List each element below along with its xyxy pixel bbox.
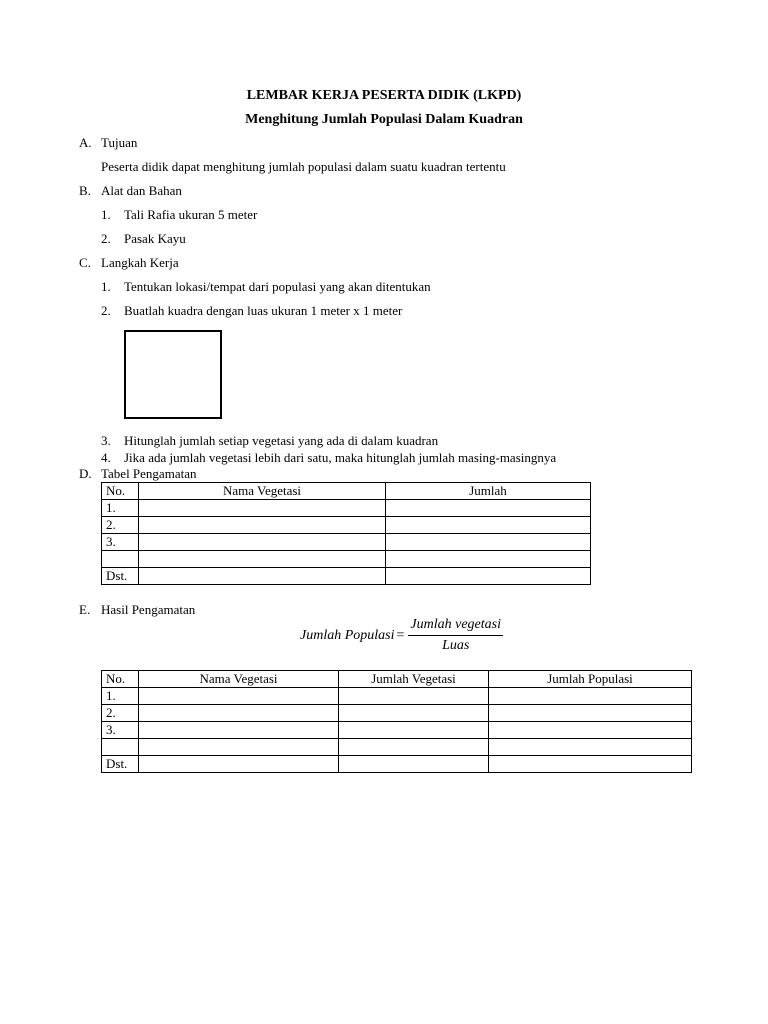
table-header-row [102,671,692,688]
observation-table [101,482,591,585]
row-number: Dst. [102,756,139,773]
section-a-heading: Tujuan [101,135,138,150]
section-d-marker: D. [79,466,92,481]
section-e-marker: E. [79,602,91,617]
row-number: 3. [102,722,139,739]
column-header: No. [102,671,139,688]
table-row [102,551,591,568]
count-cell[interactable] [386,551,591,568]
row-number: 1. [102,500,139,517]
formula-denominator: Luas [442,638,470,653]
results-table [101,670,692,773]
row-number: 3. [102,534,139,551]
population-formula [300,616,503,655]
list-number: 1. [101,207,111,222]
quadrant-square [124,330,222,419]
column-header: Jumlah [386,483,591,500]
list-number: 1. [101,279,111,294]
list-number: 4. [101,450,111,465]
table-row [102,517,591,534]
section-b-heading: Alat dan Bahan [101,183,182,198]
vegetation-name-cell[interactable] [139,568,386,585]
vegetation-count-cell[interactable] [339,739,489,756]
section-c-marker: C. [79,255,91,270]
column-header: Nama Vegetasi [139,671,339,688]
section-c-heading: Langkah Kerja [101,255,179,270]
vegetation-count-cell[interactable] [339,722,489,739]
formula-lhs: Jumlah Populasi [300,627,395,643]
table-row [102,739,692,756]
page-title: LEMBAR KERJA PESERTA DIDIK (LKPD) [246,88,522,103]
count-cell[interactable] [386,568,591,585]
vegetation-name-cell[interactable] [139,739,339,756]
row-number: 2. [102,705,139,722]
table-row [102,534,591,551]
population-cell[interactable] [489,722,692,739]
section-a-text: Peserta didik dapat menghitung jumlah populasi dalam suatu kuadran tertentu [101,159,506,174]
column-header: Jumlah Vegetasi [339,671,489,688]
vegetation-name-cell[interactable] [139,688,339,705]
section-d-heading: Tabel Pengamatan [101,466,197,481]
vegetation-name-cell[interactable] [139,722,339,739]
population-cell[interactable] [489,688,692,705]
column-header: No. [102,483,139,500]
list-item: Buatlah kuadra dengan luas ukuran 1 meter x 1 meter [124,303,403,318]
vegetation-name-cell[interactable] [139,517,386,534]
vegetation-name-cell[interactable] [139,756,339,773]
table-row [102,705,692,722]
vegetation-name-cell[interactable] [139,551,386,568]
table-row [102,722,692,739]
table-row [102,756,692,773]
row-number [102,551,139,568]
vegetation-count-cell[interactable] [339,756,489,773]
list-item: Hitunglah jumlah setiap vegetasi yang ada di dalam kuadran [124,433,439,448]
column-header: Nama Vegetasi [139,483,386,500]
row-number: Dst. [102,568,139,585]
formula-fraction [408,616,503,655]
list-item: Pasak Kayu [124,231,186,246]
count-cell[interactable] [386,500,591,517]
section-e-heading: Hasil Pengamatan [101,602,196,617]
table-header-row [102,483,591,500]
section-a-marker: A. [79,135,92,150]
table-row [102,568,591,585]
list-number: 2. [101,303,111,318]
vegetation-name-cell[interactable] [139,534,386,551]
formula-equals: = [396,627,405,643]
list-item: Jika ada jumlah vegetasi lebih dari satu, maka hitunglah jumlah masing-masingnya [124,450,557,465]
list-number: 3. [101,433,111,448]
count-cell[interactable] [386,534,591,551]
column-header: Jumlah Populasi [489,671,692,688]
population-cell[interactable] [489,705,692,722]
population-cell[interactable] [489,756,692,773]
section-b-marker: B. [79,183,91,198]
vegetation-count-cell[interactable] [339,688,489,705]
row-number [102,739,139,756]
formula-numerator: Jumlah vegetasi [408,616,503,636]
list-item: Tentukan lokasi/tempat dari populasi yang akan ditentukan [124,279,431,294]
vegetation-name-cell[interactable] [139,705,339,722]
population-cell[interactable] [489,739,692,756]
list-number: 2. [101,231,111,246]
vegetation-count-cell[interactable] [339,705,489,722]
vegetation-name-cell[interactable] [139,500,386,517]
row-number: 1. [102,688,139,705]
count-cell[interactable] [386,517,591,534]
list-item: Tali Rafia ukuran 5 meter [124,207,258,222]
table-row [102,688,692,705]
row-number: 2. [102,517,139,534]
page-subtitle: Menghitung Jumlah Populasi Dalam Kuadran [245,112,523,127]
table-row [102,500,591,517]
